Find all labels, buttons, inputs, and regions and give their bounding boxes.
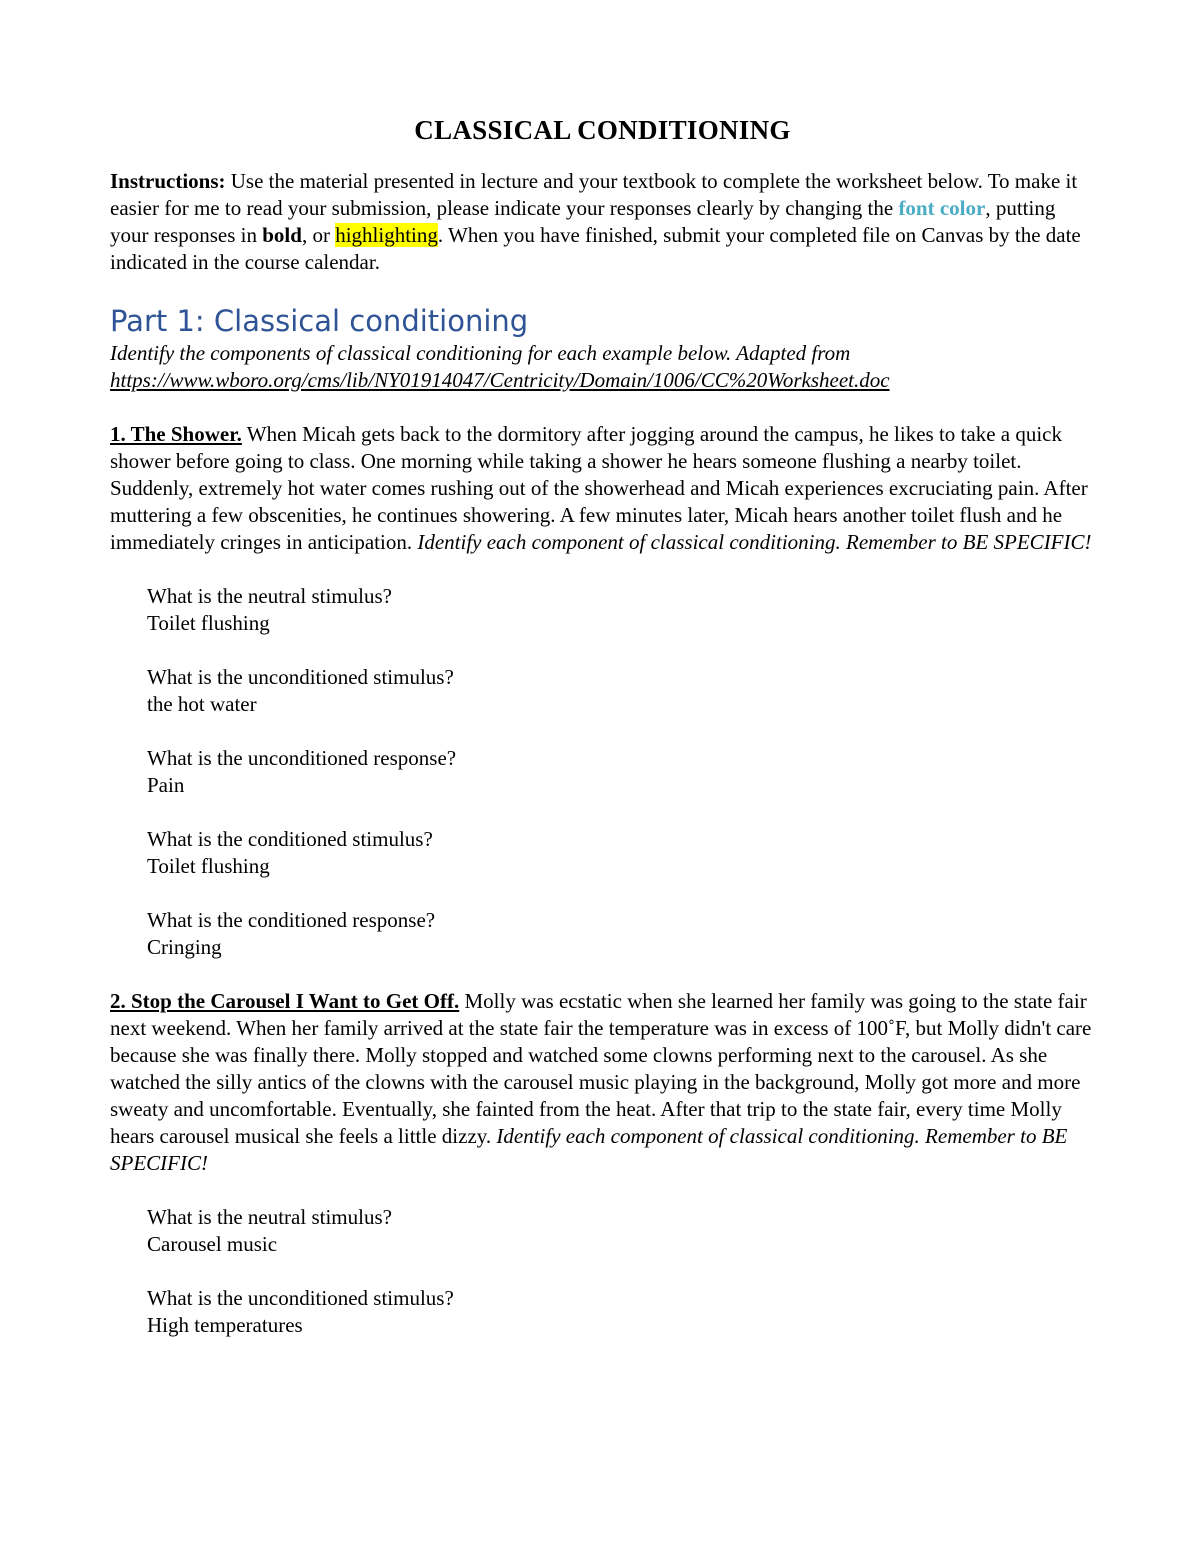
answer: Carousel music <box>147 1232 278 1256</box>
font-color-example: font color <box>898 196 986 220</box>
example1-title: 1. The Shower. <box>110 422 242 446</box>
part1-subtitle-text: Identify the components of classical conditioning for each example below. Adapted from <box>110 341 851 365</box>
example1-story: When Micah gets back to the dormitory after jogging around the campus, he likes to take a quick shower before going to class. One morning while taking a shower he hears someone flushing a nearby toilet. Suddenly, extremely hot water comes rushing out of the showerhead and Micah experiences excruciating pain. After muttering a few obscenities, he continues showering. A few minutes later, Micah hears another toilet flush and he immediately cringes in anticipation. <box>110 422 1088 554</box>
answer: the hot water <box>147 692 257 716</box>
part1-subtitle <box>110 340 1095 394</box>
instructions-paragraph <box>110 168 1095 276</box>
instructions-text-2: , putting your responses in <box>110 196 1056 247</box>
answer: Toilet flushing <box>147 854 270 878</box>
answer: Pain <box>147 773 185 797</box>
instructions-text-1: Use the material presented in lecture and your textbook to complete the worksheet below. To make it easier for me to read your submission, please indicate your responses clearly by changing the <box>110 169 1078 220</box>
question: What is the neutral stimulus? <box>147 1205 392 1229</box>
highlight-example: highlighting <box>335 223 438 247</box>
answer: Cringing <box>147 935 222 959</box>
bold-example: bold <box>262 223 302 247</box>
question: What is the conditioned stimulus? <box>147 827 433 851</box>
example2-story: Molly was ecstatic when she learned her family was going to the state fair next weekend. When her family arrived at the state fair the temperature was in excess of 100˚F, but Molly didn't care because she was finally there. Molly stopped and watched some clowns performing next to the carousel. As she watched the silly antics of the clowns with the carousel music playing in the background, Molly got more and more sweaty and uncomfortable. Eventually, she fainted from the heat. After that trip to the state fair, every time Molly hears carousel musical she feels a little dizzy. <box>110 989 1092 1148</box>
answer: High temperatures <box>147 1313 303 1337</box>
example1-qa-1 <box>147 583 1095 637</box>
example2-prompt: Identify each component of classical conditioning. Remember to BE SPECIFIC! <box>110 1124 1068 1175</box>
example2-qa-2 <box>147 1285 1095 1339</box>
example1-paragraph <box>110 421 1095 556</box>
instructions-text-4: . When you have finished, submit your completed file on Canvas by the date indicated in the course calendar. <box>110 223 1081 274</box>
question: What is the unconditioned stimulus? <box>147 665 454 689</box>
part1-heading: Part 1: Classical conditioning <box>110 304 529 338</box>
example1-qa-5 <box>147 907 1095 961</box>
example2-title: 2. Stop the Carousel I Want to Get Off. <box>110 989 460 1013</box>
example1-qa-3 <box>147 745 1095 799</box>
example1-prompt: Identify each component of classical conditioning. Remember to BE SPECIFIC! <box>417 530 1092 554</box>
question: What is the neutral stimulus? <box>147 584 392 608</box>
example2-qa-1 <box>147 1204 1095 1258</box>
page-title: CLASSICAL CONDITIONING <box>414 115 791 145</box>
instructions-text-3: , or <box>301 223 336 247</box>
example2-paragraph <box>110 988 1095 1177</box>
document-page <box>110 112 1095 1366</box>
question: What is the unconditioned response? <box>147 746 457 770</box>
question: What is the unconditioned stimulus? <box>147 1286 454 1310</box>
source-link[interactable]: https://www.wboro.org/cms/lib/NY01914047/Centricity/Domain/1006/CC%20Worksheet.doc <box>110 368 890 392</box>
example1-qa-4 <box>147 826 1095 880</box>
instructions-label: Instructions: <box>110 169 226 193</box>
answer: Toilet flushing <box>147 611 270 635</box>
example1-qa-2 <box>147 664 1095 718</box>
question: What is the conditioned response? <box>147 908 436 932</box>
